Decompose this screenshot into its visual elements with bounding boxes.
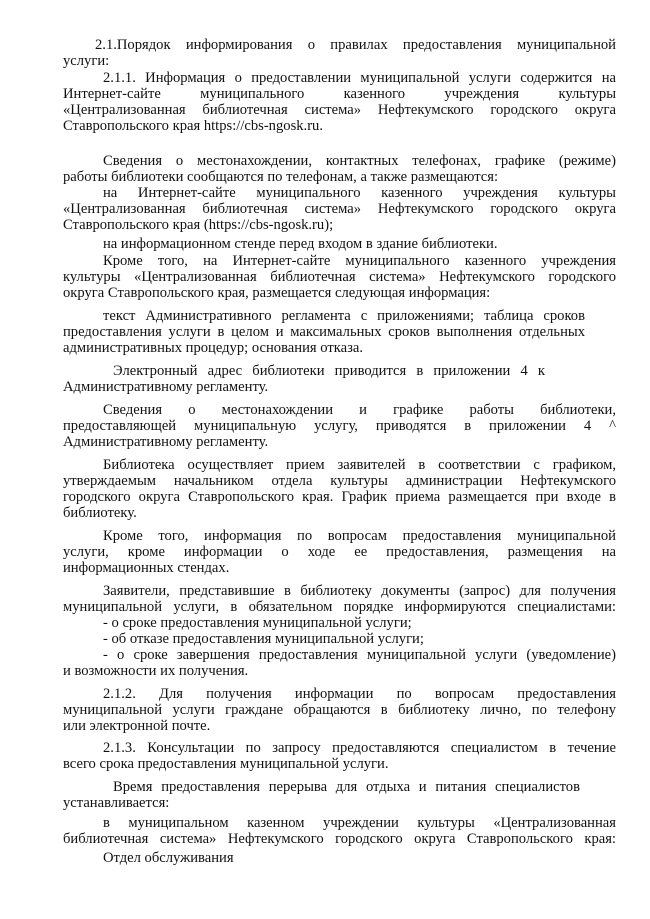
text-line: Административному регламенту. (63, 379, 269, 395)
text-line: - о сроке завершения предоставления муниципальной услуги (уведомление) (103, 647, 616, 663)
text-line: на информационном стенде перед входом в здание библиотеки. (103, 236, 498, 252)
text-line: Время предоставления перерыва для отдыха и питания специалистов (113, 779, 580, 795)
text-line: информационных стендах. (63, 560, 230, 576)
text-line: Кроме того, информация по вопросам предоставления муниципальной (103, 528, 616, 544)
text-line: муниципальной услуги, в обязательном порядке информируются специалистами: (63, 599, 616, 615)
text-line: 2.1.2. Для получения информации по вопросам предоставления (103, 686, 616, 702)
text-line: «Централизованная библиотечная система» Нефтекумского городского округа (63, 201, 616, 217)
text-line: Электронный адрес библиотеки приводится в приложении 4 к (113, 363, 545, 379)
text-line: Заявители, представившие в библиотеку документы (запрос) для получения (103, 583, 616, 599)
text-line: библиотеку. (63, 505, 137, 521)
text-line: библиотечная система» Нефтекумского городского округа Ставропольского края: (63, 831, 616, 847)
text-line: городского округа Ставропольского края. График приема размещается при входе в (63, 489, 616, 505)
text-line: 2.1.3. Консультации по запросу предоставляются специалистом в течение (103, 740, 616, 756)
text-line: Административному регламенту. (63, 434, 269, 450)
text-line: 2.1.Порядок информирования о правилах предоставления муниципальной (95, 37, 616, 53)
text-line: всего срока предоставления муниципальной услуги. (63, 756, 389, 772)
text-line: 2.1.1. Информация о предоставлении муниципальной услуги содержится на (103, 70, 616, 86)
text-line: округа Ставропольского края, размещается следующая информация: (63, 285, 491, 301)
text-line: текст Административного регламента с приложениями; таблица сроков (103, 308, 585, 324)
text-line: предоставления услуги в целом и максимальных сроков выполнения отдельных (63, 324, 585, 340)
text-line: - о сроке предоставления муниципальной услуги; (103, 615, 412, 631)
text-line: утверждаемым начальником отдела культуры администрации Нефтекумского (63, 473, 616, 489)
text-line: - об отказе предоставления муниципальной услуги; (103, 631, 424, 647)
text-line: и возможности их получения. (63, 663, 249, 679)
text-line: Библиотека осуществляет прием заявителей в соответствии с графиком, (103, 457, 616, 473)
text-line: или электронной почте. (63, 718, 211, 734)
text-line: работы библиотеки сообщаются по телефонам, а также размещаются: (63, 169, 499, 185)
text-line: в муниципальном казенном учреждении культуры «Централизованная (103, 815, 616, 831)
text-line: устанавливается: (63, 795, 170, 811)
text-line: «Централизованная библиотечная система» Нефтекумского городского округа (63, 102, 616, 118)
text-line: Интернет-сайте муниципального казенного учреждения культуры (63, 86, 616, 102)
text-line: Отдел обслуживания (103, 850, 234, 866)
text-line: предоставляющей муниципальную услугу, приводятся в приложении 4 ^ (63, 418, 616, 434)
text-line: Сведения о местонахождении и графике работы библиотеки, (103, 402, 616, 418)
text-line: Ставропольского края https://cbs-ngosk.ru. (63, 118, 324, 134)
text-line: административных процедур; основания отказа. (63, 340, 363, 356)
text-line: культуры «Централизованная библиотечная система» Нефтекумского городского (63, 269, 616, 285)
text-line: Ставропольского края (https://cbs-ngosk.ru); (63, 217, 334, 233)
text-line: услуги, кроме информации о ходе ее предоставления, размещения на (63, 544, 616, 560)
text-line: муниципальной услуги граждане обращаются в библиотеку лично, по телефону (63, 702, 616, 718)
text-line: Кроме того, на Интернет-сайте муниципального казенного учреждения (103, 253, 616, 269)
text-line: Сведения о местонахождении, контактных телефонах, графике (режиме) (103, 153, 616, 169)
text-line: услуги: (63, 53, 110, 69)
text-line: на Интернет-сайте муниципального казенного учреждения культуры (103, 185, 616, 201)
